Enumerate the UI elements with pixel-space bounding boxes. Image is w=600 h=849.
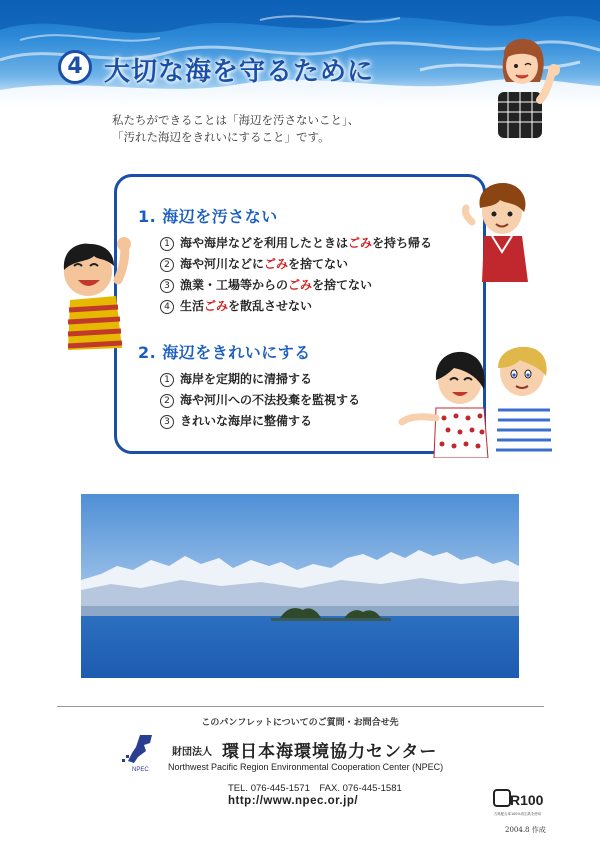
inquiry-label: このパンフレットについてのご質問・お問合せ先 xyxy=(201,718,399,728)
highlight-word: ごみ xyxy=(264,257,289,271)
recycle-mark-text: R100 xyxy=(510,792,544,808)
footer-divider xyxy=(57,706,544,707)
intro-text xyxy=(112,112,359,146)
list-item: 4 生活 ごみ を散乱させない xyxy=(160,296,432,317)
two-kids-illustration xyxy=(398,346,558,458)
recycle-r100-mark xyxy=(492,788,548,818)
list-item: 1 海や海岸などを利用したときは ごみ を持ち帰る xyxy=(160,233,432,254)
logo-text: NPEC xyxy=(132,767,149,773)
circled-number: 4 xyxy=(160,300,174,314)
org-name: 環日本海環境協力センター xyxy=(222,742,438,762)
recycle-note: 古紙配合率100%再生紙を使用 xyxy=(494,812,541,816)
section-number-badge: 4 xyxy=(58,50,92,84)
highlight-word: ごみ xyxy=(348,236,373,250)
intro-line-2: 「汚れた海辺をきれいにすること」です。 xyxy=(112,130,330,144)
website-url[interactable]: http://www.npec.or.jp/ xyxy=(228,795,359,807)
npec-logo xyxy=(122,733,168,773)
page-title: 大切な海を守るために xyxy=(104,57,375,87)
circled-number: 1 xyxy=(160,237,174,251)
boy-waving-illustration xyxy=(58,236,148,354)
circled-number: 3 xyxy=(160,279,174,293)
org-prefix: 財団法人 xyxy=(172,747,212,758)
list-item: 3 きれいな海岸に整備する xyxy=(160,411,360,432)
circled-number: 1 xyxy=(160,373,174,387)
list-item: 2 海や河川への不法投棄を監視する xyxy=(160,390,360,411)
org-english-name: Northwest Pacific Region Environmental Cooperation Center (NPEC) xyxy=(168,762,444,772)
intro-line-1: 私たちができることは「海辺を汚さないこと」、 xyxy=(112,113,360,127)
circled-number: 2 xyxy=(160,394,174,408)
circled-number: 2 xyxy=(160,258,174,272)
list-item: 1 海岸を定期的に清掃する xyxy=(160,369,360,390)
publication-date: 2004.8 作成 xyxy=(505,826,546,834)
section-heading-clean-up: 2. 海辺をきれいにする xyxy=(138,343,311,362)
contact-phone-fax: TEL. 076-445-1571 FAX. 076-445-1581 xyxy=(228,783,402,794)
girl-waving-illustration xyxy=(484,30,564,140)
keep-clean-list xyxy=(160,233,432,317)
highlight-word: ごみ xyxy=(288,278,313,292)
section-heading-keep-clean: 1. 海辺を汚さない xyxy=(138,207,278,226)
clean-up-list xyxy=(160,369,360,432)
boy-pointing-illustration xyxy=(462,178,546,282)
list-item: 2 海や河川などに ごみ を捨てない xyxy=(160,254,432,275)
sea-mountain-photo xyxy=(81,494,519,678)
highlight-word: ごみ xyxy=(204,299,229,313)
list-item: 3 漁業・工場等からの ごみ を捨てない xyxy=(160,275,432,296)
circled-number: 3 xyxy=(160,415,174,429)
